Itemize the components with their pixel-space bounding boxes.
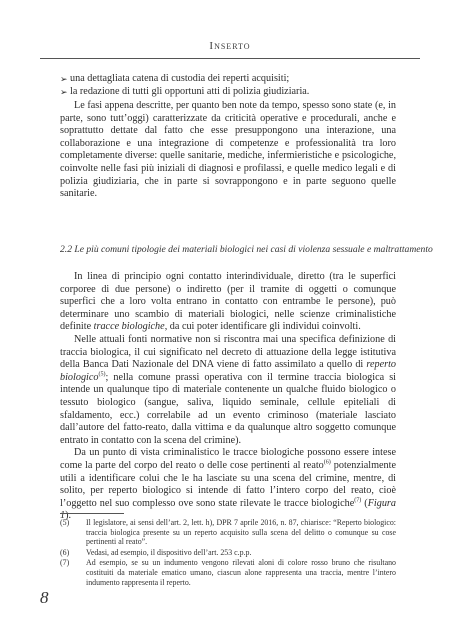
section-heading: 2.2 Le più comuni tipologie dei materiali biologici nei casi di violenza sessuale e maltrattamento	[60, 244, 433, 255]
footnote-rule	[60, 513, 124, 514]
footnote-number: (5)	[60, 518, 70, 527]
footnote-ref[interactable]: (5)	[98, 371, 106, 378]
paragraph: Le fasi appena descritte, per quanto ben note da tempo, spesso sono state (e, in parte, sono tutt’oggi) caratterizzate da criticità operative e procedurali, anche e soprattutto dettate dal fatto che esse presuppongono una interazione, una collaborazione e una integrazione di competenze e professionalità tra loro completamente diverse: quelle sanitarie, mediche, infermieristiche e psicologiche, coinvolte nelle fasi più iniziali di diagnosi e profilassi, e quelle medico legali e di polizia giudiziaria, che in parte si sovrappongono e in parte seguono quelle sanitarie.	[60, 100, 396, 200]
footnote-ref[interactable]: (6)	[323, 459, 331, 466]
list-item	[60, 73, 396, 86]
header-rule	[40, 58, 420, 59]
list-item-text: una dettagliata catena di custodia dei reperti acquisiti;	[70, 73, 290, 84]
footnote-text: Vedasi, ad esempio, il dispositivo dell’art. 253 c.p.p.	[86, 547, 252, 557]
footnote-ref[interactable]: (7)	[354, 497, 362, 504]
footnote-text: Ad esempio, se su un indumento vengono rilevati aloni di colore rosso bruno che risultano costituiti da materiale ematico umano, ciascun alone rappresenta una traccia, mentre l’intero indumento rappresenta il reperto.	[86, 558, 396, 587]
footnote-number: (6)	[60, 547, 70, 557]
footnote	[60, 518, 396, 547]
footnotes	[60, 518, 396, 588]
footnote	[60, 558, 396, 587]
paragraph: Nelle attuali fonti normative non si riscontra mai una specifica definizione di traccia biologica, il cui significato nel decreto di attuazione della legge istitutiva della Banca Dati Nazionale del DNA viene di fatto assimilato a quello di reperto biologico$^{(5)}$; nella comune prassi operativa con il termine traccia biologica si intende un qualunque tipo di materiale contenente un qualche fluido biologico o tessuto biologico (sangue, saliva, liquido seminale, cellule epiteliali di sfaldamento, ecc.) correlabile ad un evento criminoso (materiale lasciato dall’autore del fatto-reato, dalla vittima e da qualunque altro soggetto comunque entrato in contatto con la scena del crimine).	[60, 333, 396, 446]
body-text	[60, 271, 396, 523]
paragraph: In linea di principio ogni contatto interindividuale, diretto (tra le superfici corporee di due persone) o indiretto (per il tramite di oggetti o comunque superfici che a loro volta entrano in contatto con entrambe le persone), può determinare uno scambio di materiali biologici, nelle scienze criminalistiche definite tracce biologiche, da cui poter identificare gli individui coinvolti.	[60, 271, 396, 333]
paragraph: Da un punto di vista criminalistico le tracce biologiche possono essere intese come la parte del corpo del reato o delle cose pertinenti al reato$^{(6)}$ potenzialmente utili a identificare colui che le ha lasciate su una scena del crimine, mentre, di solito, per reperto biologico si intende di fatto l’intero corpo del reato, cioè l’oggetto nel suo complesso ove sono state rilevate le tracce biologiche$^{(7)}$ (Figura 1).	[60, 447, 396, 522]
footnote-text: Il legislatore, ai sensi dell’art. 2, lett. h), DPR 7 aprile 2016, n. 87, chiarisce: “Reperto biologico: traccia biologica presente su un reperto acquisito sulla scena del delitto o comunque su cose pertinenti al reato”.	[86, 518, 396, 547]
running-header: Inserto	[209, 40, 251, 52]
arrow-bullet-icon: ➢	[60, 86, 68, 97]
footnote-number: (7)	[60, 558, 70, 568]
footnote	[60, 548, 396, 558]
arrow-bullet-icon: ➢	[60, 74, 68, 84]
figure-reference: Figura 1	[60, 497, 396, 522]
page-number: 8	[40, 588, 49, 607]
list-item-text: la redazione di tutti gli opportuni atti di polizia giudiziaria.	[70, 85, 310, 97]
list-item	[60, 86, 396, 99]
bullet-list	[60, 73, 396, 98]
